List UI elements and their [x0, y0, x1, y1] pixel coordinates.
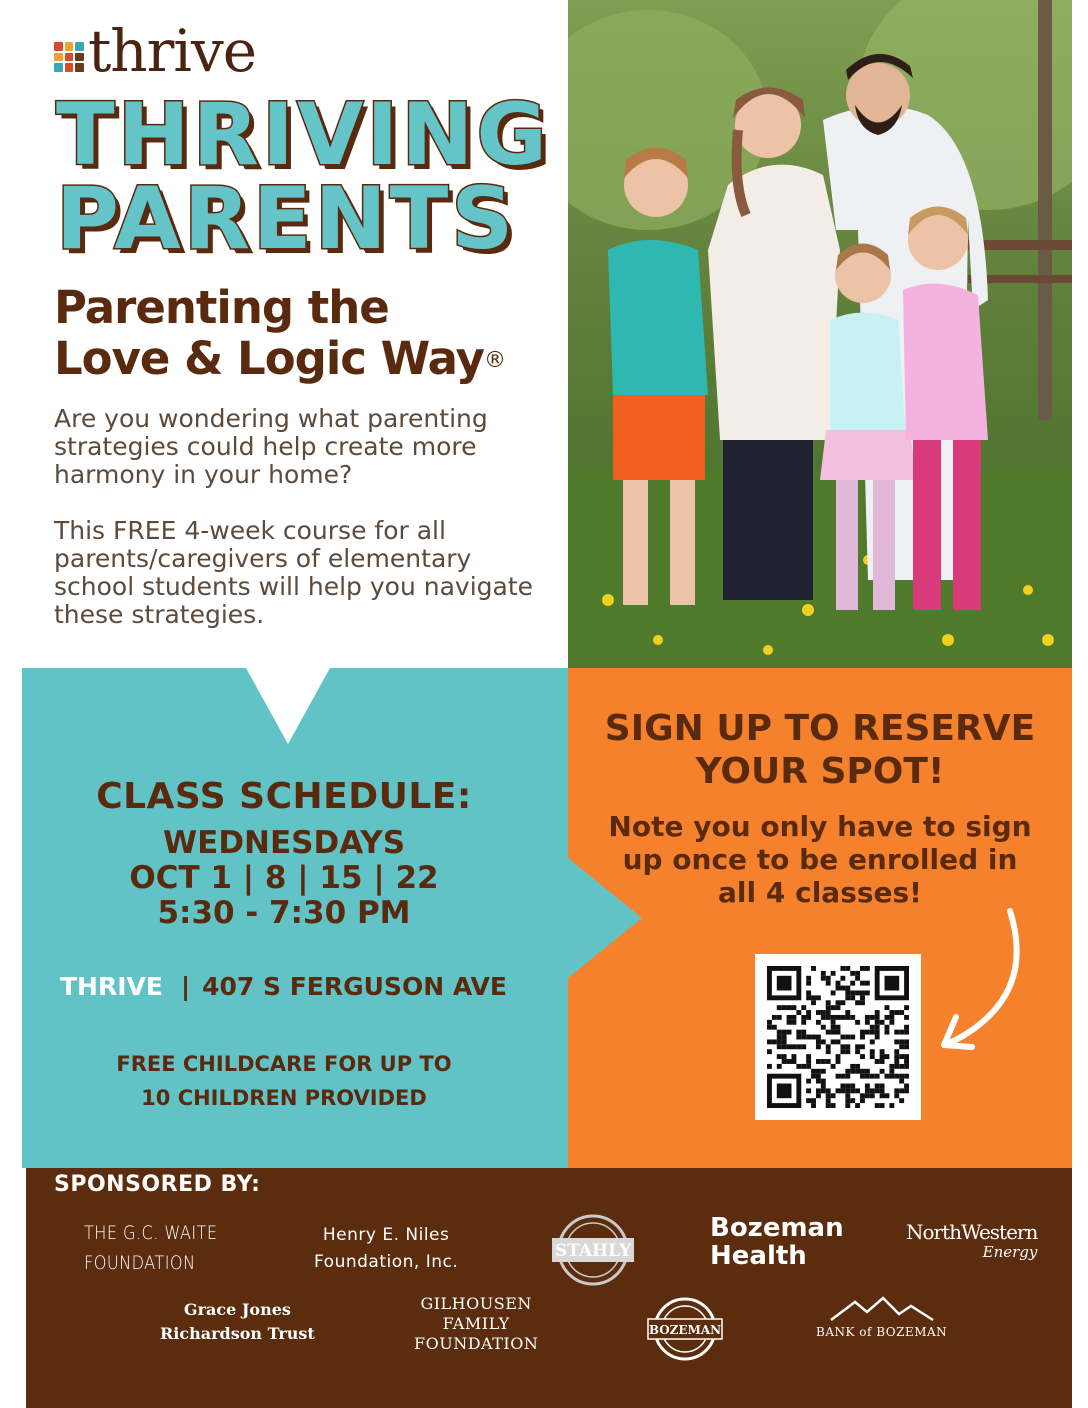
sponsor-bozeman-health-line-1: Bozeman	[710, 1213, 844, 1243]
signup-heading-line-2: YOUR SPOT!	[695, 751, 945, 792]
sponsor-bozeman-quality-logo	[640, 1296, 730, 1362]
sponsor-gil-line-3: FOUNDATION	[414, 1334, 539, 1353]
signup-note-line-3: all 4 classes!	[718, 876, 922, 909]
subtitle-line-2-text: Love & Logic Way	[54, 332, 484, 385]
sponsor-bank-of-bozeman	[816, 1296, 947, 1339]
sponsor-northwestern-energy	[906, 1222, 1037, 1262]
headline-thriving: THRIVING	[56, 85, 550, 185]
intro-paragraph-1: Are you wondering what parenting strategies could help create more harmony in your home?	[54, 404, 488, 489]
signup-note-line-1: Note you only have to sign	[608, 810, 1032, 843]
sponsor-gc-waite-line-2: FOUNDATION	[84, 1252, 196, 1274]
panel-arrow	[568, 858, 642, 978]
intro-paragraph-2: This FREE 4-week course for all parents/caregivers of elementary school students will help you navigate these strategies.	[54, 516, 534, 629]
subtitle	[54, 282, 554, 384]
panel-notch	[246, 668, 330, 744]
sponsor-gc-waite	[84, 1218, 217, 1278]
registered-mark: ®	[483, 348, 505, 373]
sponsor-gil-line-1: GILHOUSEN	[420, 1294, 532, 1313]
sponsor-gc-waite-line-1: THE G.C. WAITE	[84, 1222, 218, 1244]
signup-qr-code[interactable]	[755, 954, 921, 1120]
curved-arrow-icon	[930, 905, 1030, 1055]
mountain-icon	[827, 1296, 937, 1322]
subtitle-line-2	[54, 333, 554, 384]
class-day: WEDNESDAYS	[162, 825, 406, 861]
sponsor-grace-line-1: Grace Jones	[183, 1300, 291, 1319]
subtitle-line-1: Parenting the	[54, 281, 389, 334]
family-photo	[568, 0, 1072, 668]
sponsor-grace-jones	[160, 1298, 315, 1346]
sponsor-gil-line-2: FAMILY	[442, 1314, 510, 1333]
thrive-logo-mark	[54, 42, 84, 72]
headline-parents: PARENTS	[56, 169, 517, 269]
sponsor-bozeman-health-line-2: Health	[710, 1241, 807, 1271]
venue-name: THRIVE	[60, 972, 163, 1001]
sponsor-stahly-logo	[548, 1214, 638, 1290]
signup-heading-line-1: SIGN UP TO RESERVE	[604, 708, 1036, 749]
sponsor-grace-line-2: Richardson Trust	[160, 1324, 315, 1343]
thrive-logo-text: thrive	[88, 17, 257, 85]
sponsor-nw-line-1: NorthWestern	[906, 1220, 1038, 1244]
class-location	[60, 972, 507, 1001]
sponsors-title: SPONSORED BY:	[54, 1172, 261, 1197]
class-time: 5:30 - 7:30 PM	[157, 895, 411, 931]
sponsor-bozeman-health	[710, 1214, 844, 1270]
sponsor-nw-line-2: Energy	[982, 1243, 1038, 1261]
location-separator: |	[180, 972, 191, 1001]
sponsor-niles-line-2: Foundation, Inc.	[314, 1252, 459, 1272]
class-schedule-title: CLASS SCHEDULE:	[96, 776, 472, 817]
thrive-logo	[54, 17, 257, 85]
class-dates: OCT 1 | 8 | 15 | 22	[129, 860, 439, 896]
childcare-line-2: 10 CHILDREN PROVIDED	[141, 1086, 427, 1110]
sponsor-gilhousen	[414, 1294, 538, 1354]
sponsor-niles-line-1: Henry E. Niles	[322, 1225, 450, 1245]
venue-address: 407 S FERGUSON AVE	[202, 972, 507, 1001]
svg-text:STAHLY: STAHLY	[554, 1241, 632, 1261]
signup-note-line-2: up once to be enrolled in	[622, 843, 1018, 876]
svg-text:BOZEMAN: BOZEMAN	[648, 1323, 722, 1337]
sponsor-henry-niles	[314, 1222, 458, 1276]
sponsor-bank-text: BANK of BOZEMAN	[816, 1325, 948, 1339]
childcare-line-1: FREE CHILDCARE FOR UP TO	[116, 1052, 452, 1076]
